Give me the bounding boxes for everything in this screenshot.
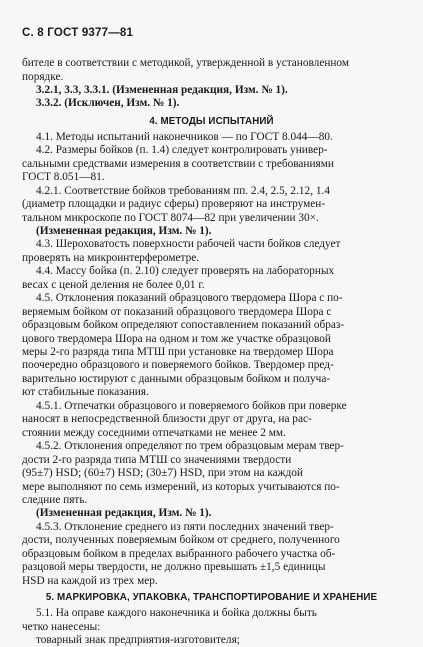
text-line: поочередно образцового и поверяемого бойков. Твердомер пред- (22, 359, 334, 372)
text-line: 4.5. Отклонения показаний образцового твердомера Шора с по- (36, 292, 343, 305)
text-line: (Измененная редакция, Изм. № 1). (36, 507, 212, 520)
text-line: ют стабильные показания. (22, 386, 149, 399)
text-line: варительно юстируют с данными образцовым бойком и получа- (22, 372, 331, 385)
text-line: 4.3. Шероховатость поверхности рабочей части бойков следует (36, 238, 341, 251)
text-line: стоянии между соседними отпечатками не менее 2 мм. (22, 426, 286, 439)
text-line: мере выполняют по семь измерений, из которых учитываются по- (22, 480, 340, 493)
text-line: 4.2. Размеры бойков (п. 1.4) следует контролировать универ- (36, 144, 328, 157)
text-line: четко нанесены: (22, 620, 101, 633)
text-line: следние пять. (22, 493, 88, 506)
text-line: порядке. (22, 70, 64, 83)
text-line: меры 2-го разряда типа МТШ при установке на твердомер Шора (22, 346, 334, 358)
text-line: ГОСТ 8.051—81. (22, 171, 105, 184)
text-line: цового твердомера Шора на одном и том же участке образцовой (22, 332, 331, 345)
text-line: (95±7) HSD; (60±7) HSD; (30±7) HSD, при этом на каждой (22, 467, 303, 479)
text-line: разцовой меры твердости, не должно превышать ±1,5 единицы (22, 561, 326, 574)
page-header: С. 8 ГОСТ 9377—81 (22, 27, 134, 39)
text-line: 4.5.3. Отклонение среднего из пяти последних значений твер- (36, 520, 334, 533)
text-line: 4.2.1. Соответствие бойков требованиям пп. 2.4, 2.5, 2.12, 1.4 (36, 184, 330, 197)
section-heading: 4. МЕТОДЫ ИСПЫТАНИЙ (149, 115, 274, 127)
section-heading: 5. МАРКИРОВКА, УПАКОВКА, ТРАНСПОРТИРОВАНИЕ И ХРАНЕНИЕ (45, 592, 378, 604)
text-line: 4.5.1. Отпечатки образцового и поверяемого бойков при поверке (36, 399, 347, 412)
text-line: сальными средствами измерения в соответствии с требованиями (22, 157, 334, 170)
text-line: (диаметр площадки и радиус сферы) проверяют на инструмен- (22, 198, 326, 210)
text-line: 4.5.2. Отклонения определяют по трем образцовым мерам твер- (36, 440, 344, 453)
text-line: образцовым бойком определяют сопоставлением показаний образ- (22, 319, 345, 332)
text-line: 3.3.2. (Исключен, Изм. № 1). (36, 97, 180, 110)
text-line: тальном микроскопе по ГОСТ 8074—82 при увеличении 30×. (22, 211, 319, 224)
text-line: бителе в соответствии с методикой, утвержденной в установленном (22, 57, 350, 69)
text-line: 3.2.1, 3.3, 3.3.1. (Измененная редакция, Изм. № 1). (36, 83, 288, 96)
text-line: HSD на каждой из трех мер. (22, 574, 158, 587)
text-line: наносят в непосредственной близости друг от друга, на рас- (22, 413, 312, 426)
text-line: товарный знак предприятия-изготовителя; (36, 634, 240, 646)
text-line: (Измененная редакция, Изм. № 1). (36, 224, 212, 237)
text-line: 5.1. На оправе каждого наконечника и бойка должны быть (36, 607, 317, 620)
text-line: весах с ценой деления не более 0,01 г. (22, 278, 205, 291)
text-line: образцовым бойком в пределах выбранного рабочего участка об- (22, 547, 336, 560)
text-line: дости, полученных поверяемым бойком от среднего, полученного (22, 534, 340, 547)
text-line: 4.4. Массу бойка (п. 2.10) следует проверять на лабораторных (36, 265, 335, 278)
text-line: веряемым бойком от показаний образцового твердомера Шора с (22, 305, 332, 318)
text-line: проверять на микроинтерферометре. (22, 251, 200, 264)
text-line: 4.1. Методы испытаний наконечников — по ГОСТ 8.044—80. (36, 130, 333, 143)
text-line: дости 2-го разряда типа МТШ со значениями твердости (22, 453, 292, 466)
